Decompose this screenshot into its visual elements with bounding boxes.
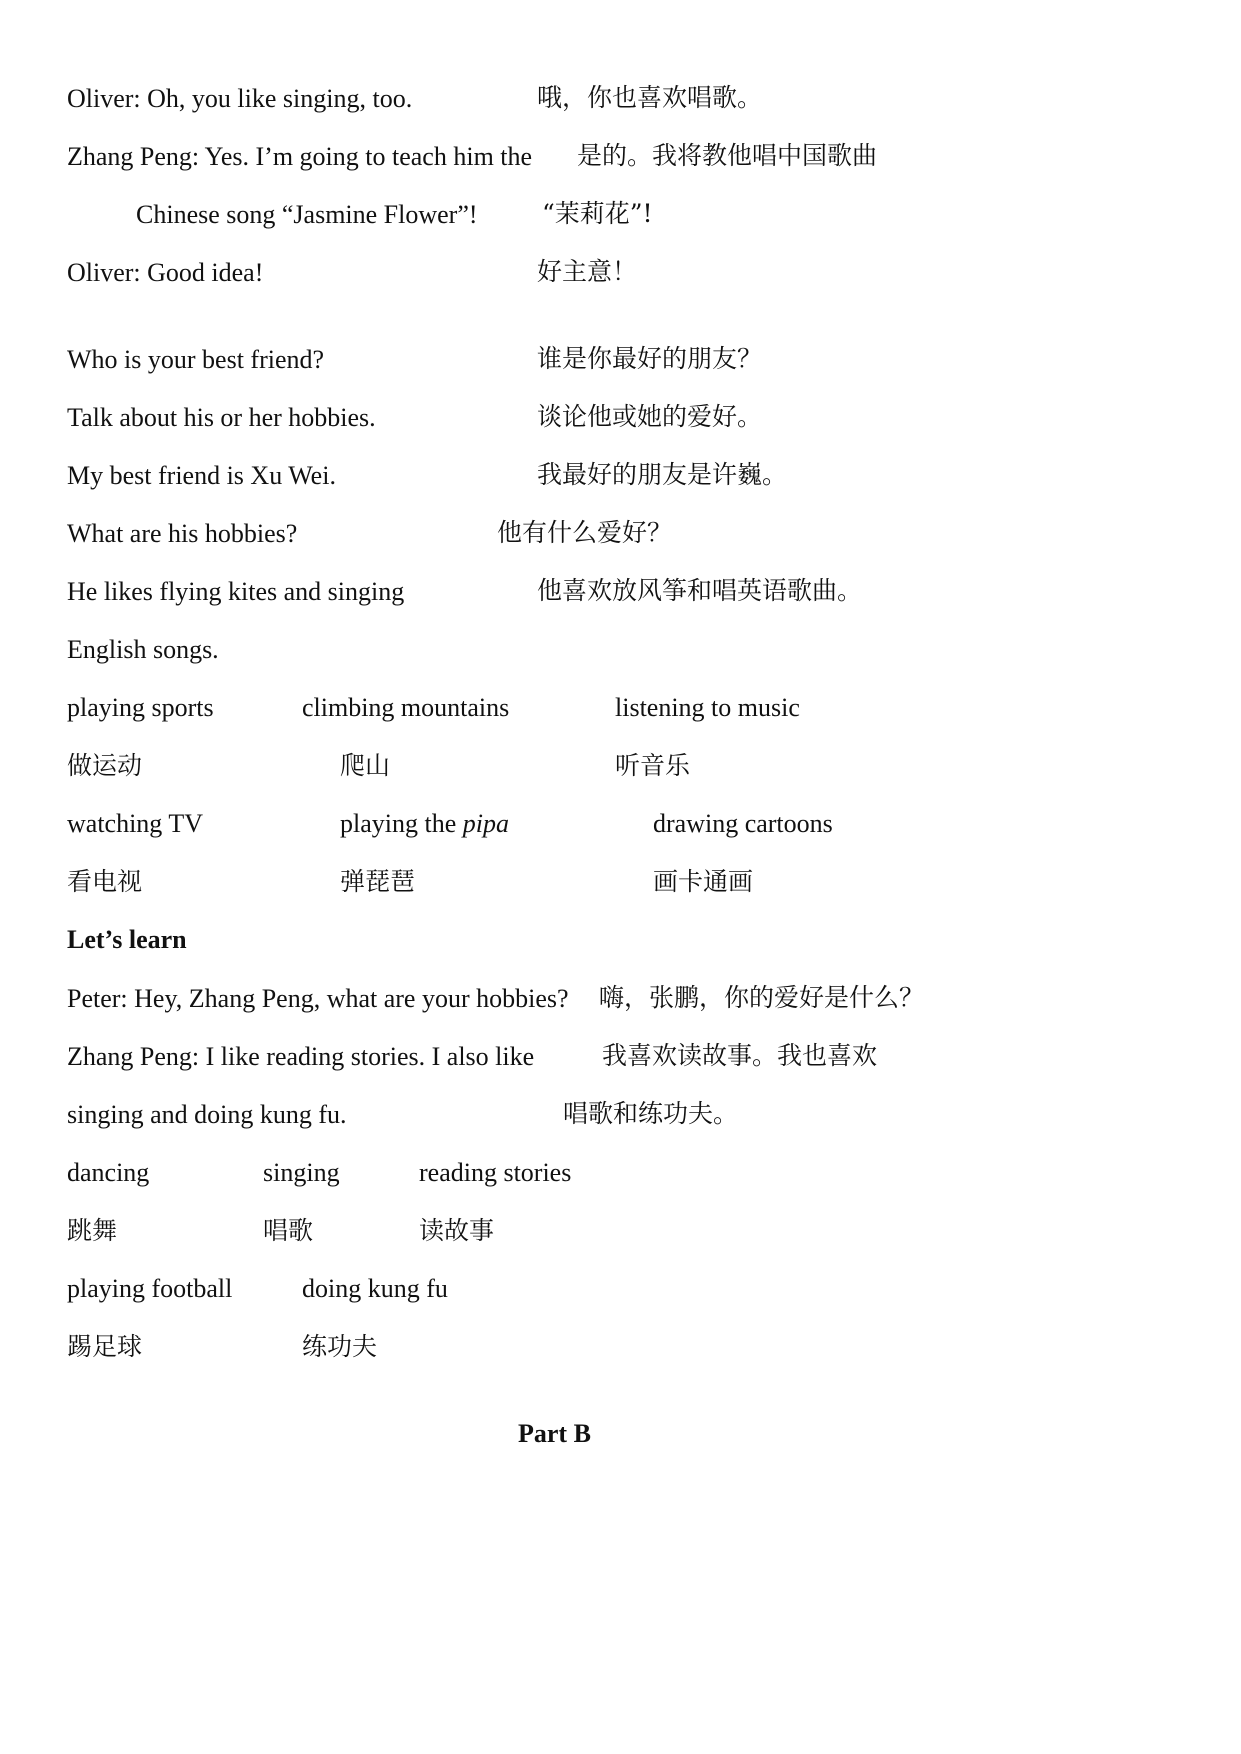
vocab-listening-music-en: listening to music (615, 693, 800, 722)
learn-line-zhangpeng-zh-cont: 唱歌和练功夫。 (563, 1099, 739, 1128)
section-heading-lets-learn: Let’s learn (67, 925, 187, 954)
vocab-climbing-mountains-zh: 爬山 (340, 751, 391, 780)
vocab-reading-stories-en: reading stories (419, 1158, 572, 1187)
dialog-line-song-en: Chinese song “Jasmine Flower”! (136, 200, 478, 229)
vocab-watching-tv-en: watching TV (67, 809, 203, 838)
vocab-drawing-cartoons-en: drawing cartoons (653, 809, 833, 838)
vocab-playing-football-en: playing football (67, 1274, 233, 1303)
dialog-line-goodidea-en: Oliver: Good idea! (67, 258, 264, 287)
friend-instruction-zh: 谈论他或她的爱好。 (537, 402, 763, 431)
friend-hobbies-question-zh: 他有什么爱好？ (497, 518, 673, 547)
friend-hobbies-answer-en-cont: English songs. (67, 635, 219, 664)
dialog-line-oliver-en: Oliver: Oh, you like singing, too. (67, 84, 413, 113)
vocab-singing-en: singing (263, 1158, 340, 1187)
vocab-doing-kungfu-en: doing kung fu (302, 1274, 448, 1303)
vocab-playing-football-zh: 踢足球 (67, 1332, 143, 1361)
dialog-line-song-zh: “茉莉花”! (542, 199, 653, 228)
friend-question-en: Who is your best friend? (67, 345, 325, 374)
vocab-playing-pipa-zh: 弹琵琶 (340, 867, 416, 896)
vocab-reading-stories-zh: 读故事 (419, 1216, 495, 1245)
vocab-climbing-mountains-en: climbing mountains (302, 693, 510, 722)
friend-question-zh: 谁是你最好的朋友？ (537, 344, 763, 373)
section-heading-part-b: Part B (518, 1419, 591, 1448)
learn-line-peter-zh: 嗨，张鹏，你的爱好是什么？ (599, 983, 925, 1012)
vocab-pipa-italic: pipa (462, 809, 509, 838)
dialog-line-oliver-zh: 哦，你也喜欢唱歌。 (537, 83, 763, 112)
vocab-dancing-zh: 跳舞 (67, 1216, 118, 1245)
dialog-line-goodidea-zh: 好主意！ (537, 257, 638, 286)
vocab-dancing-en: dancing (67, 1158, 150, 1187)
friend-hobbies-question-en: What are his hobbies? (67, 519, 298, 548)
learn-line-zhangpeng-en-cont: singing and doing kung fu. (67, 1100, 347, 1129)
friend-name-en: My best friend is Xu Wei. (67, 461, 336, 490)
friend-hobbies-answer-zh: 他喜欢放风筝和唱英语歌曲。 (537, 576, 863, 605)
vocab-playing-pipa-en (340, 811, 509, 837)
vocab-drawing-cartoons-zh: 画卡通画 (653, 867, 754, 896)
friend-name-zh: 我最好的朋友是许巍。 (537, 460, 788, 489)
vocab-singing-zh: 唱歌 (263, 1216, 314, 1245)
learn-line-peter-en: Peter: Hey, Zhang Peng, what are your hobbies? (67, 984, 569, 1013)
friend-hobbies-answer-en: He likes flying kites and singing (67, 577, 405, 606)
vocab-doing-kungfu-zh: 练功夫 (302, 1332, 378, 1361)
learn-line-zhangpeng-en: Zhang Peng: I like reading stories. I also like (67, 1042, 535, 1071)
vocab-playing-sports-zh: 做运动 (67, 751, 143, 780)
friend-instruction-en: Talk about his or her hobbies. (67, 403, 376, 432)
dialog-line-zhangpeng-en: Zhang Peng: Yes. I’m going to teach him the (67, 142, 533, 171)
vocab-playing-sports-en: playing sports (67, 693, 214, 722)
vocab-playing-pipa-prefix: playing the (340, 809, 463, 838)
vocab-watching-tv-zh: 看电视 (67, 867, 143, 896)
learn-line-zhangpeng-zh: 我喜欢读故事。我也喜欢 (602, 1041, 878, 1070)
dialog-line-zhangpeng-zh: 是的。我将教他唱中国歌曲 (577, 141, 878, 170)
vocab-listening-music-zh: 听音乐 (615, 751, 691, 780)
